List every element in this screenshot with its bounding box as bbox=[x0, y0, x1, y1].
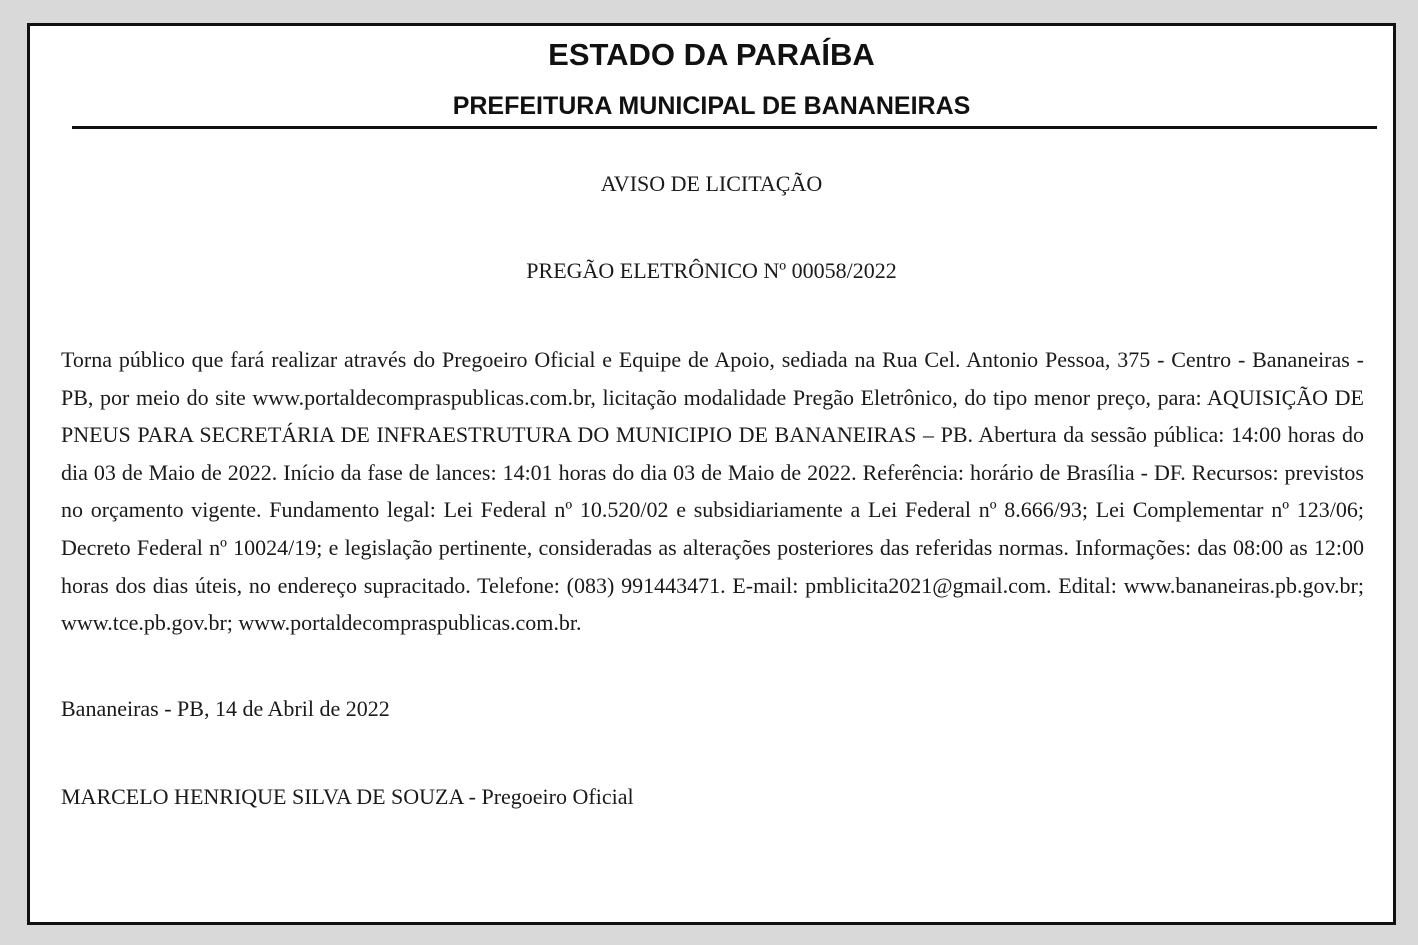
header-divider bbox=[72, 126, 1377, 129]
signature: MARCELO HENRIQUE SILVA DE SOUZA - Pregoeiro Oficial bbox=[61, 784, 634, 809]
state-title: ESTADO DA PARAÍBA bbox=[548, 37, 875, 72]
notice-frame bbox=[27, 23, 1396, 925]
municipality-title: PREFEITURA MUNICIPAL DE BANANEIRAS bbox=[452, 92, 971, 120]
notice-body: Torna público que fará realizar através do Pregoeiro Oficial e Equipe de Apoio, sediada na Rua Cel. Antonio Pessoa, 375 - Centro - Bananeiras - PB, por meio do site www.portaldecompraspublicas.com.br, licitação modalidade Pregão Eletrônico, do tipo menor preço, para: AQUISIÇÃO DE PNEUS PARA SECRETÁRIA DE INFRAESTRUTURA DO MUNICIPIO DE BANANEIRAS – PB. Abertura da sessão pública: 14:00 horas do dia 03 de Maio de 2022. Início da fase de lances: 14:01 horas do dia 03 de Maio de 2022. Referência: horário de Brasília - DF. Recursos: previstos no orçamento vigente. Fundamento legal: Lei Federal nº 10.520/02 e subsidiariamente a Lei Federal nº 8.666/93; Lei Complementar nº 123/06; Decreto Federal nº 10024/19; e legislação pertinente, consideradas as alterações posteriores das referidas normas. Informações: das 08:00 as 12:00 horas dos dias úteis, no endereço supracitado. Telefone: (083) 991443471. E-mail: pmblicita2021@gmail.com. Edital: www.bananeiras.pb.gov.br; www.tce.pb.gov.br; www.portaldecompraspublicas.com.br. bbox=[61, 347, 1364, 636]
notice-type: AVISO DE LICITAÇÃO bbox=[600, 171, 823, 196]
process-number: PREGÃO ELETRÔNICO Nº 00058/2022 bbox=[526, 258, 897, 283]
place-date: Bananeiras - PB, 14 de Abril de 2022 bbox=[61, 696, 390, 721]
